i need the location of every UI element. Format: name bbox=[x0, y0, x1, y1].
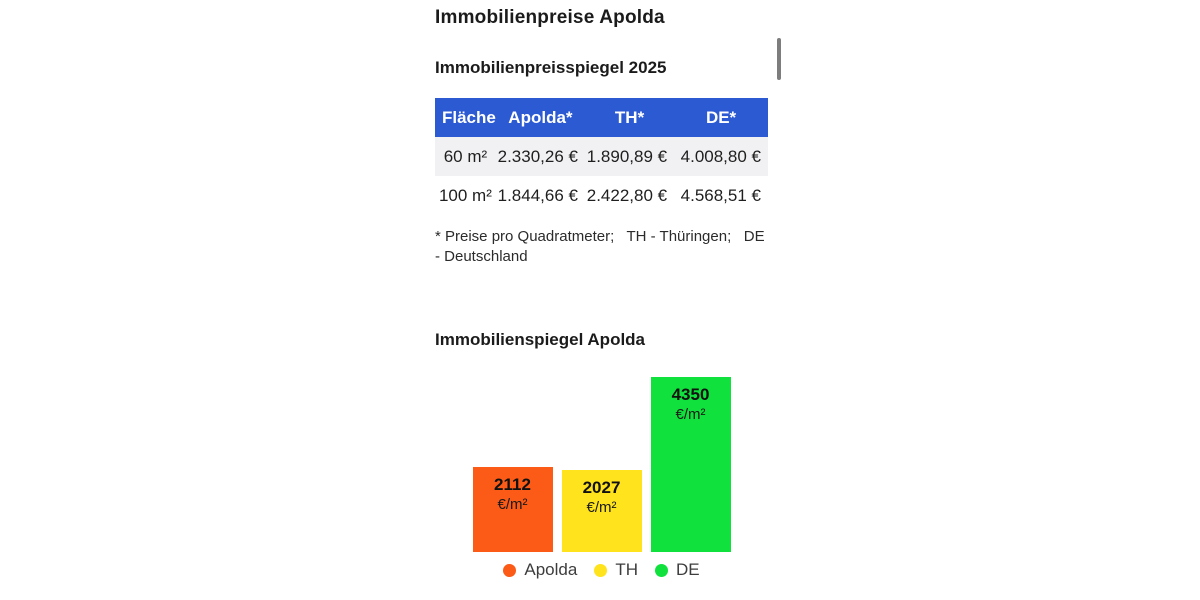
table-header-cell-1: Apolda* bbox=[508, 107, 573, 127]
bar-th bbox=[562, 470, 642, 552]
legend-item-apolda bbox=[503, 560, 577, 580]
legend-dot-apolda-icon bbox=[503, 564, 516, 577]
table-row bbox=[435, 176, 768, 215]
table-row bbox=[435, 137, 768, 176]
table-cell: 2.422,80 € bbox=[586, 185, 668, 205]
table-cell: 2.330,26 € bbox=[497, 146, 578, 166]
bar-value-label: 2112 bbox=[494, 475, 531, 494]
footnote: * Preise pro Quadratmeter; TH - Thüringen; DE - Deutschland bbox=[435, 228, 765, 265]
legend-label: TH bbox=[615, 560, 638, 579]
bar-chart bbox=[435, 377, 768, 552]
table-header-cell-2: TH* bbox=[614, 107, 645, 127]
table-header-cell-3: DE* bbox=[705, 107, 737, 127]
bar-value-label: 2027 bbox=[582, 478, 621, 497]
price-table-head bbox=[435, 98, 768, 137]
table-header-cell-0: Fläche bbox=[442, 107, 496, 127]
bar-unit-label: €/m² bbox=[675, 406, 706, 423]
legend-label: DE bbox=[675, 560, 700, 579]
page-title: Immobilienpreise Apolda bbox=[435, 7, 665, 28]
section-title-immobilienspiegel: Immobilienspiegel Apolda bbox=[435, 330, 646, 349]
scrollbar-thumb[interactable] bbox=[777, 38, 781, 80]
chart-legend bbox=[435, 560, 768, 580]
legend-label: Apolda bbox=[524, 560, 578, 579]
bar-unit-label: €/m² bbox=[497, 496, 528, 513]
table-cell: 4.008,80 € bbox=[680, 146, 761, 166]
table-cell: 4.568,51 € bbox=[680, 185, 761, 205]
price-table bbox=[435, 98, 768, 215]
table-cell: 100 m² bbox=[438, 185, 492, 205]
legend-item-de bbox=[655, 560, 700, 580]
table-cell: 60 m² bbox=[443, 146, 488, 166]
section-title-preisspiegel: Immobilienpreisspiegel 2025 bbox=[435, 58, 667, 77]
price-table-body bbox=[435, 137, 768, 215]
legend-dot-th-icon bbox=[594, 564, 607, 577]
bar-de bbox=[651, 377, 731, 552]
legend-item-th bbox=[594, 560, 638, 580]
bar-apolda bbox=[473, 467, 553, 552]
main-content bbox=[435, 0, 768, 600]
legend-dot-de-icon bbox=[655, 564, 668, 577]
table-header-row bbox=[435, 98, 768, 137]
table-cell: 1.844,66 € bbox=[497, 185, 578, 205]
bar-unit-label: €/m² bbox=[586, 499, 617, 516]
table-cell: 1.890,89 € bbox=[586, 146, 668, 166]
bar-value-label: 4350 bbox=[671, 385, 710, 404]
